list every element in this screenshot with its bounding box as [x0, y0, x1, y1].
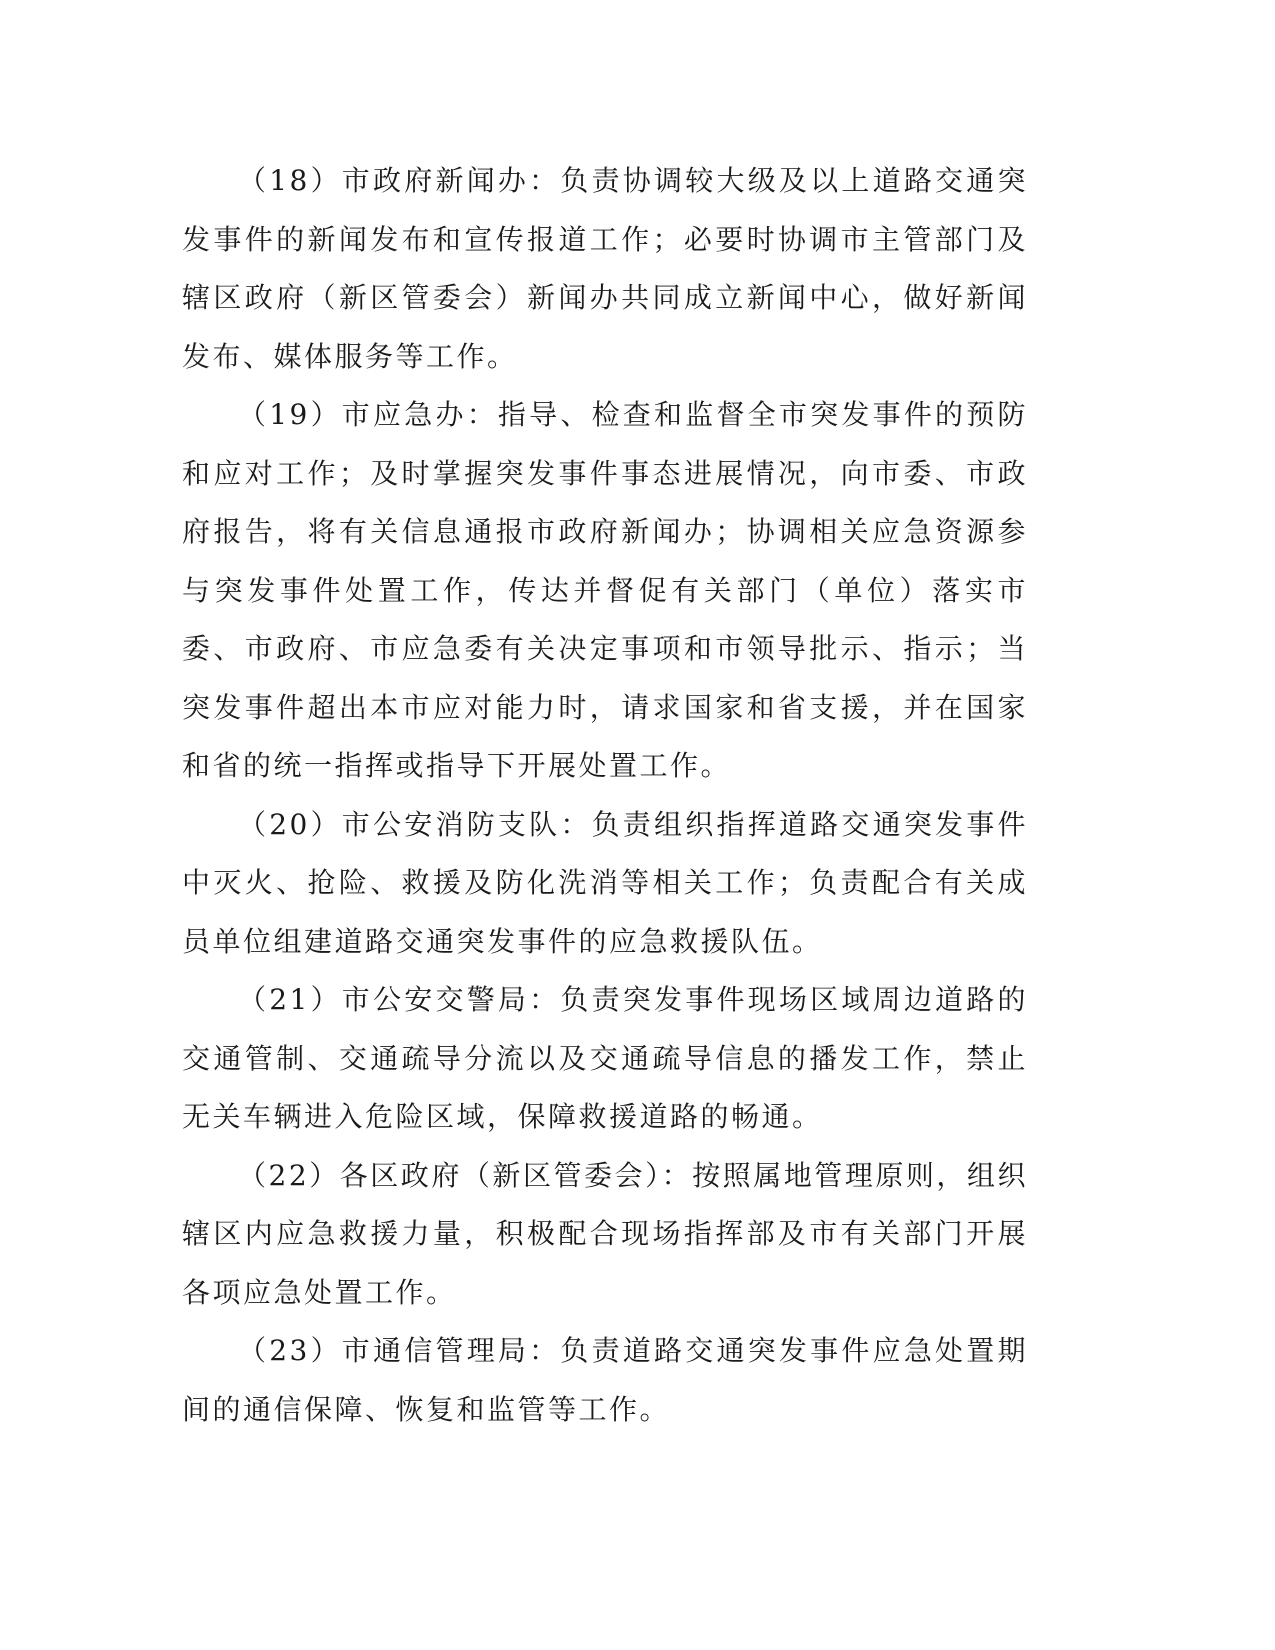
paragraph-22: （22）各区政府（新区管委会）：按照属地管理原则，组织辖区内应急救援力量，积极配合现场指挥部及市有关部门开展各项应急处置工作。 [182, 1158, 1028, 1309]
paragraph-21: （21）市公安交警局：负责突发事件现场区域周边道路的交通管制、交通疏导分流以及交通疏导信息的播发工作，禁止无关车辆进入危险区域，保障救援道路的畅通。 [182, 983, 1028, 1133]
document-body [182, 152, 1028, 1439]
paragraph-19: （19）市应急办：指导、检查和监督全市突发事件的预防和应对工作；及时掌握突发事件事态进展情况，向市委、市政府报告，将有关信息通报市政府新闻办；协调相关应急资源参与突发事件处置工作，传达并督促有关部门（单位）落实市委、市政府、市应急委有关决定事项和市领导批示、指示；当突发事件超出本市应对能力时，请求国家和省支援，并在国家和省的统一指挥或指导下开展处置工作。 [182, 398, 1028, 782]
paragraph-18: （18）市政府新闻办：负责协调较大级及以上道路交通突发事件的新闻发布和宣传报道工作；必要时协调市主管部门及辖区政府（新区管委会）新闻办共同成立新闻中心，做好新闻发布、媒体服务等工作。 [182, 164, 1028, 373]
paragraph-20: （20）市公安消防支队：负责组织指挥道路交通突发事件中灭火、抢险、救援及防化洗消等相关工作；负责配合有关成员单位组建道路交通突发事件的应急救援队伍。 [182, 807, 1028, 958]
paragraph-23: （23）市通信管理局：负责道路交通突发事件应急处置期间的通信保障、恢复和监管等工作。 [182, 1334, 1028, 1426]
